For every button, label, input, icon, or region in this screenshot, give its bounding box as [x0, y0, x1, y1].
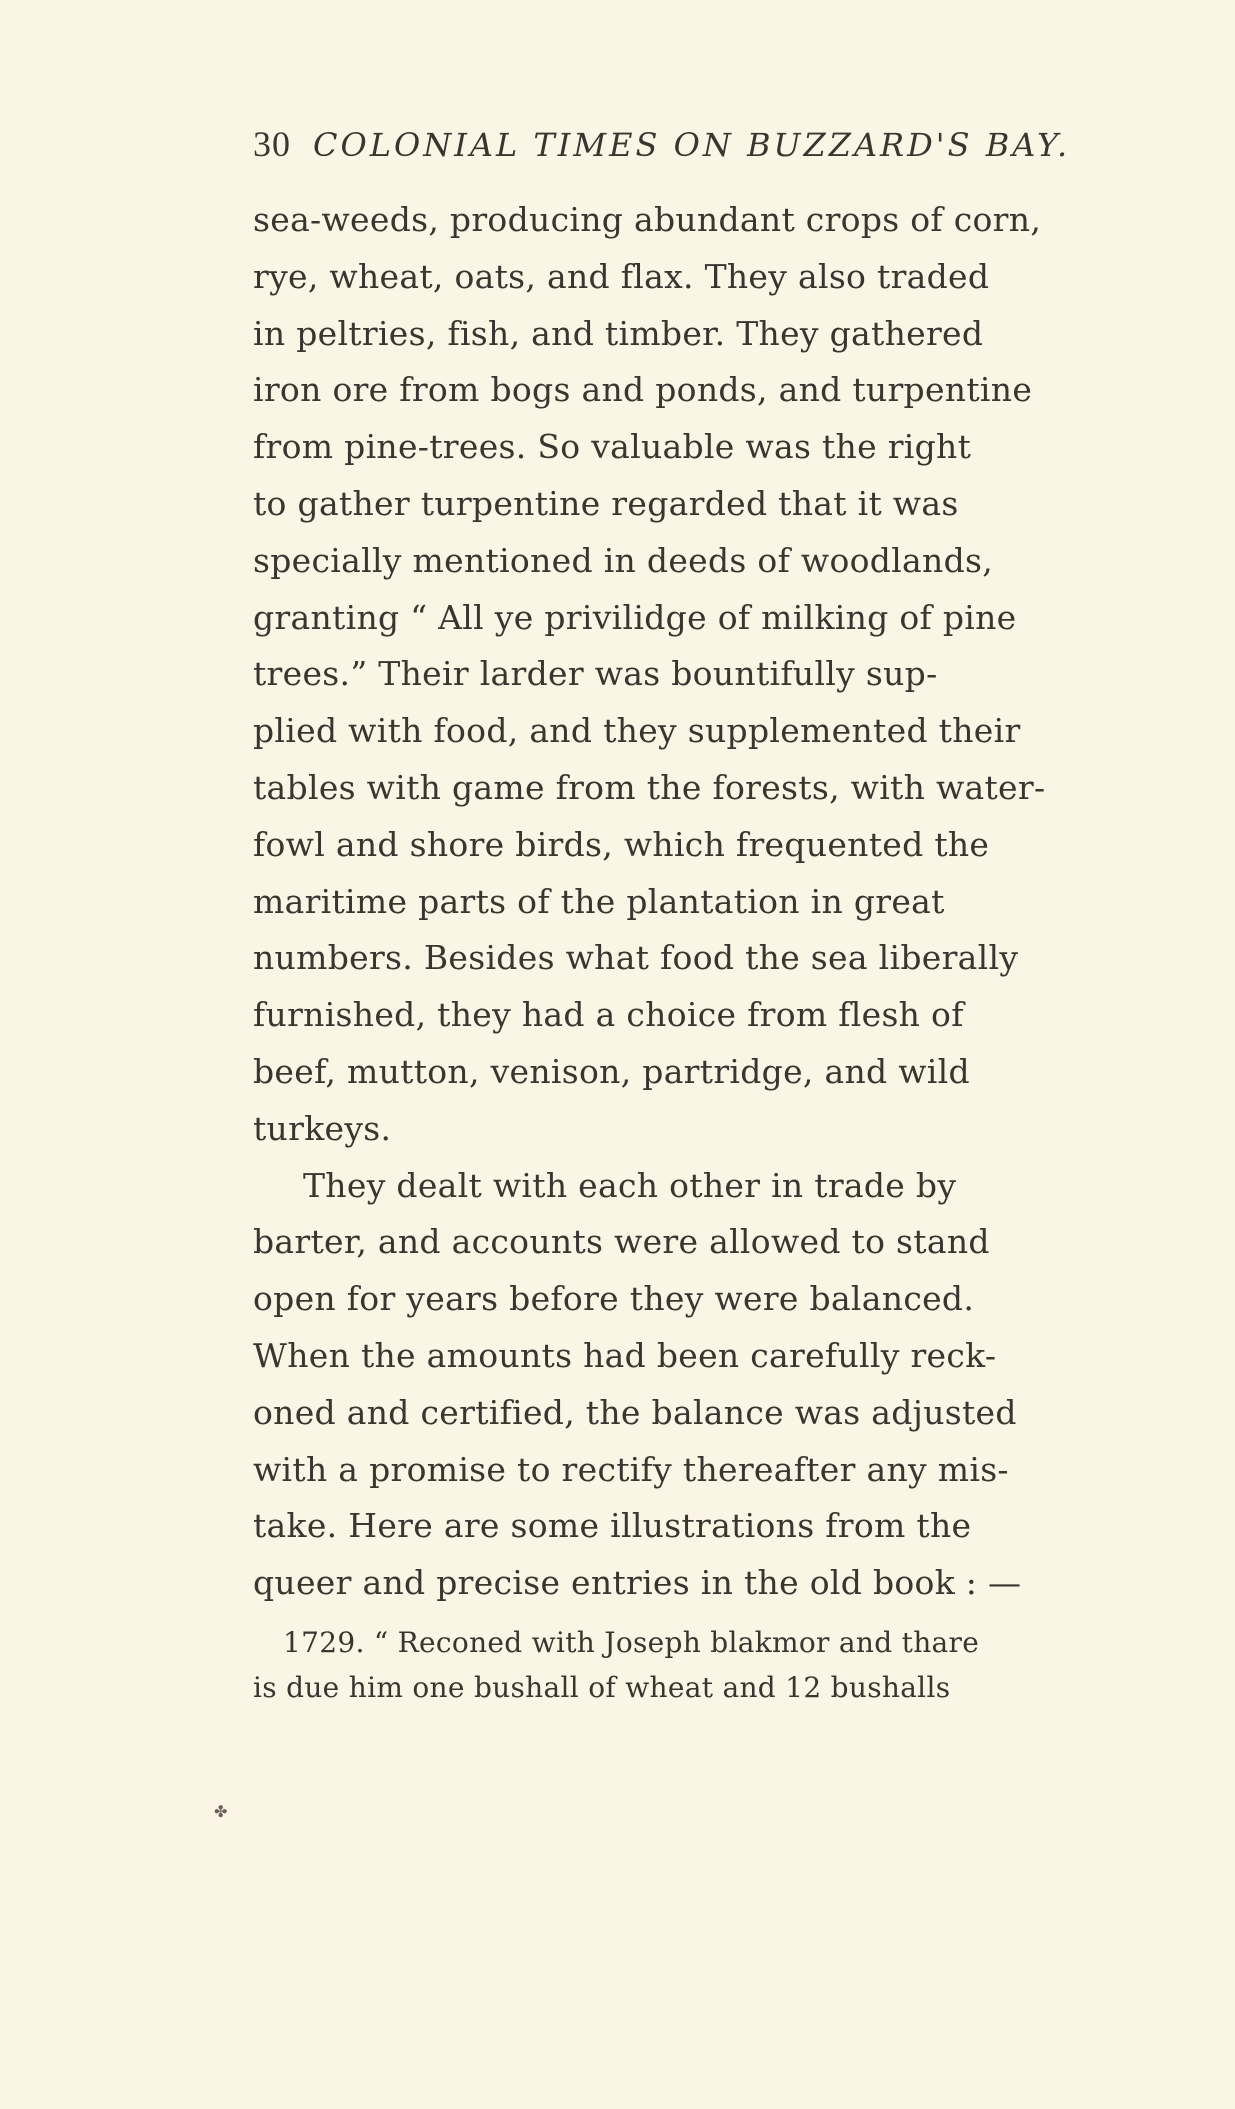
text-line: is due him one bushall of wheat and 12 bushalls: [253, 1671, 951, 1704]
text-line: queer and precise entries in the old book : —: [253, 1563, 1022, 1603]
text-line: sea-weeds, producing abundant crops of corn,: [253, 200, 1042, 239]
text-line: take. Here are some illustrations from the: [253, 1506, 972, 1546]
ledger-entry-quote: [253, 1620, 1105, 1710]
page-header: [253, 122, 1133, 166]
page-number: 30: [253, 124, 291, 164]
text-line: They dealt with each other in trade by: [303, 1165, 957, 1205]
paragraph-1: [253, 192, 1105, 1158]
text-line: 1729. “ Reconed with Joseph blakmor and thare: [283, 1626, 980, 1659]
text-line: beef, mutton, venison, partridge, and wild: [253, 1051, 970, 1091]
text-line: furnished, they had a choice from flesh of: [253, 995, 964, 1035]
text-line: maritime parts of the plantation in great: [253, 881, 945, 921]
text-line: When the amounts had been carefully reck-: [253, 1335, 997, 1375]
text-line: from pine-trees. So valuable was the right: [253, 427, 972, 467]
text-line: open for years before they were balanced.: [253, 1279, 975, 1319]
text-line: rye, wheat, oats, and flax. They also traded: [253, 256, 990, 296]
text-line: with a promise to rectify thereafter any mis-: [253, 1449, 1009, 1489]
running-title: COLONIAL TIMES ON BUZZARD'S BAY.: [313, 126, 1071, 164]
text-line: specially mentioned in deeds of woodlands,: [253, 540, 994, 580]
text-line: tables with game from the forests, with water-: [253, 767, 1046, 807]
text-line: barter, and accounts were allowed to stand: [253, 1222, 990, 1262]
text-line: turkeys.: [253, 1108, 392, 1148]
text-line: oned and certified, the balance was adjusted: [253, 1392, 1017, 1432]
text-line: trees.” Their larder was bountifully sup-: [253, 654, 938, 694]
text-line: granting “ All ye privilidge of milking of pine: [253, 597, 1017, 637]
printer-ornament-icon: ✤: [214, 1802, 228, 1821]
paragraph-2: [253, 1158, 1105, 1612]
text-line: to gather turpentine regarded that it was: [253, 483, 959, 523]
text-line: numbers. Besides what food the sea liberally: [253, 938, 1019, 978]
body-text: [253, 192, 1105, 1612]
text-line: in peltries, fish, and timber. They gathered: [253, 313, 984, 353]
text-line: iron ore from bogs and ponds, and turpentine: [253, 370, 1033, 410]
text-line: plied with food, and they supplemented their: [253, 711, 1021, 751]
text-line: fowl and shore birds, which frequented the: [253, 824, 990, 864]
